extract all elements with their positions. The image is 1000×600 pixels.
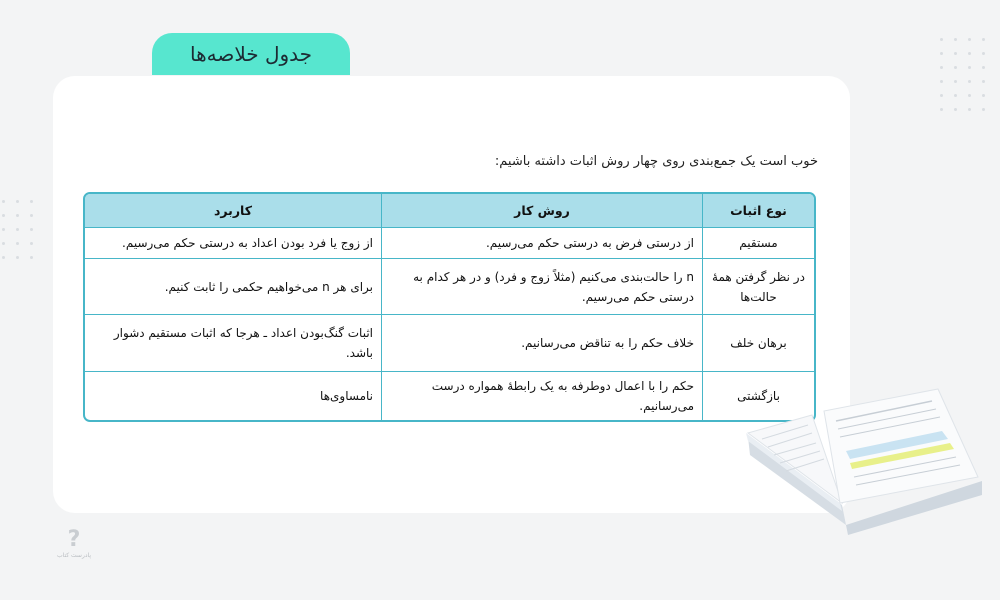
cell-method: حکم را با اعمال دوطرفه به یک رابطهٔ همواره درست می‌رسانیم. <box>381 372 702 420</box>
publisher-logo <box>56 528 92 559</box>
cell-usage: اثبات گنگ‌بودن اعداد ـ هرجا که اثبات مستقیم دشوار باشد. <box>85 315 381 372</box>
summary-table <box>83 192 816 422</box>
table-row <box>85 315 814 372</box>
cell-proof-type: در نظر گرفتن همهٔ حالت‌ها <box>702 259 814 315</box>
header-proof-type: نوع اثبات <box>702 194 814 228</box>
cell-usage: برای هر n می‌خواهیم حکمی را ثابت کنیم. <box>85 259 381 315</box>
cell-method: از درستی فرض به درستی حکم می‌رسیم. <box>381 228 702 259</box>
logo-text: پادرست کتاب <box>56 552 92 559</box>
table-row <box>85 228 814 259</box>
cell-proof-type: مستقیم <box>702 228 814 259</box>
open-book-illustration <box>742 385 987 535</box>
cell-proof-type: بازگشتی <box>702 372 814 420</box>
cell-usage: نامساوی‌ها <box>320 389 373 403</box>
logo-icon: ? <box>67 527 81 552</box>
header-usage: کاربرد <box>85 194 381 228</box>
table-row <box>85 259 814 315</box>
cell-method: خلاف حکم را به تناقض می‌رسانیم. <box>381 315 702 372</box>
cell-method: n را حالت‌بندی می‌کنیم (مثلاً زوج و فرد) و در هر کدام به درستی حکم می‌رسیم. <box>381 259 702 315</box>
cell-usage: از زوج یا فرد بودن اعداد به درستی حکم می‌رسیم. <box>85 228 381 259</box>
table-header-row <box>85 194 814 228</box>
cell-proof-type: برهان خلف <box>702 315 814 372</box>
section-tab-title: جدول خلاصه‌ها <box>152 33 350 75</box>
header-method: روش کار <box>381 194 702 228</box>
table-row <box>85 372 814 420</box>
intro-text: خوب است یک جمع‌بندی روی چهار روش اثبات داشته باشیم: <box>494 154 818 169</box>
